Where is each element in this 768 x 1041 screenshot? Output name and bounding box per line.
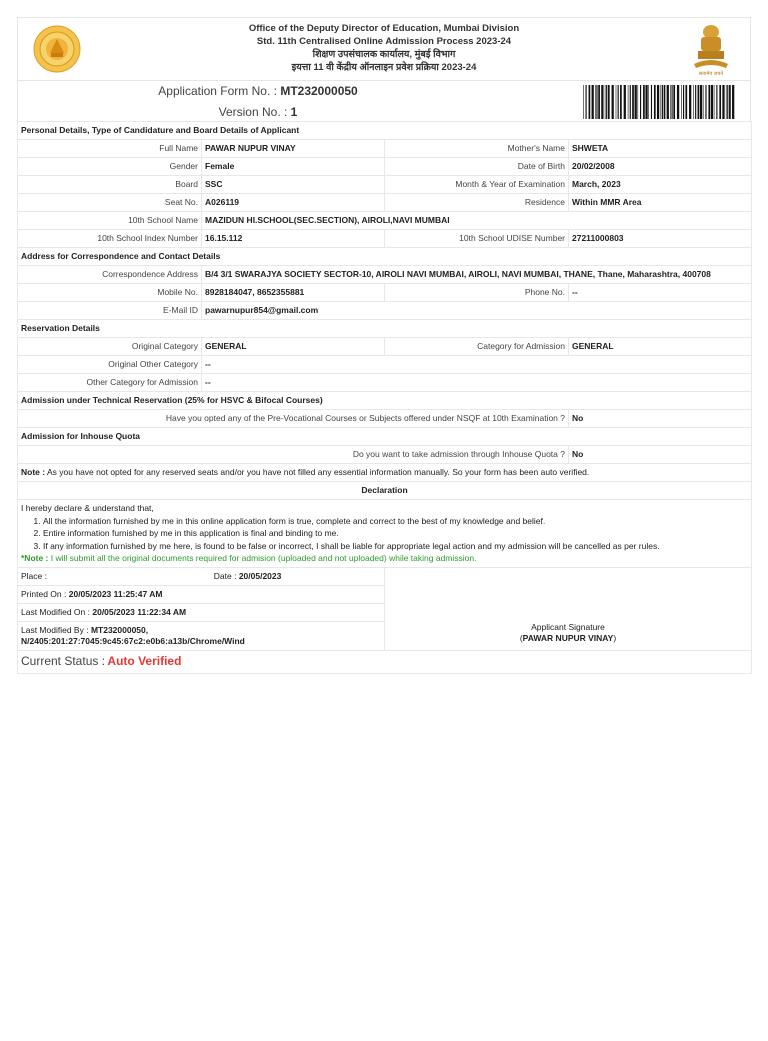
- barcode-bar: [672, 85, 673, 119]
- mother-name-label: Mother's Name: [385, 140, 569, 158]
- last-modified-value: 20/05/2023 11:22:34 AM: [92, 606, 187, 617]
- barcode-bar: [601, 85, 603, 119]
- printed-on-value: 20/05/2023 11:25:47 AM: [68, 588, 163, 599]
- header-line-4: इयत्ता 11 वी केंद्रीय ऑनलाइन प्रवेश प्रक्रिया 2023-24: [291, 62, 477, 73]
- barcode-bar: [664, 85, 666, 119]
- header-line-3: शिक्षण उपसंचालक कार्यालय, मुंबई विभाग: [312, 49, 456, 60]
- seat-label: Seat No.: [18, 194, 202, 212]
- barcode-bar: [726, 85, 727, 119]
- last-modified-by-value: MT232000050,: [90, 624, 149, 635]
- note-text: As you have not opted for any reserved seats and/or you have not filled any essential information manually. So your form has been auto verified.: [47, 467, 590, 477]
- inhouse-section-title: Admission for Inhouse Quota: [18, 428, 752, 446]
- form-header: [17, 17, 751, 80]
- auto-verify-note: [18, 464, 752, 482]
- barcode-bar: [670, 85, 671, 119]
- barcode-bar: [700, 85, 702, 119]
- signature-name-line: [388, 633, 748, 644]
- other-admission-category-value: --: [202, 374, 752, 392]
- barcode-bar: [711, 85, 713, 119]
- barcode-bar: [596, 85, 597, 119]
- last-modified-by-cell: [18, 621, 385, 650]
- declaration-item: 1. All the information furnished by me in this online application form is true, complete and correct to the best of my knowledge and belief.: [43, 515, 748, 528]
- barcode-bar: [608, 85, 610, 119]
- barcode-bar: [598, 85, 600, 119]
- form-number-line: [18, 84, 498, 98]
- signature-cell: [385, 567, 752, 650]
- barcode-bar: [632, 85, 634, 119]
- last-modified-by-detail: N/2405:201:27:7045:9c45:67c2:e0b6:a13b/Chrome/Wind: [21, 635, 245, 646]
- school-udise-label: 10th School UDISE Number: [385, 230, 569, 248]
- barcode-bar: [683, 85, 684, 119]
- place-label: Place :: [21, 570, 47, 581]
- barcode-bar: [648, 85, 649, 119]
- declaration-note-text: I will submit all the original documents required for admision (uploaded and not uploaded) while taking admission.: [50, 553, 477, 563]
- last-modified-cell: [18, 603, 385, 621]
- exam-value: March, 2023: [569, 176, 752, 194]
- current-status-value: Auto Verified: [107, 653, 182, 668]
- seat-value: A026119: [202, 194, 385, 212]
- version-label: Version No. :: [218, 105, 288, 119]
- other-admission-category-label: Other Category for Admission: [18, 374, 202, 392]
- barcode-icon: [582, 85, 736, 119]
- barcode-bar: [612, 85, 614, 119]
- barcode-bar: [685, 85, 687, 119]
- signature-label: Applicant Signature: [531, 621, 605, 632]
- reservation-section-title: Reservation Details: [18, 320, 752, 338]
- admission-category-label: Category for Admission: [385, 338, 569, 356]
- barcode-bar: [620, 85, 622, 119]
- barcode-bar: [677, 85, 679, 119]
- barcode-bar: [693, 85, 694, 119]
- barcode-bar: [689, 85, 691, 119]
- board-label: Board: [18, 176, 202, 194]
- declaration-note: [21, 552, 748, 565]
- barcode-bar: [640, 85, 641, 119]
- declaration-item: 2. Entire information furnished by me in this application is final and binding to me.: [43, 527, 748, 540]
- board-value: SSC: [202, 176, 385, 194]
- barcode-bar: [661, 85, 662, 119]
- barcode-bar: [651, 85, 652, 119]
- barcode-bar: [638, 85, 639, 119]
- mother-name-value: SHWETA: [569, 140, 752, 158]
- original-category-value: GENERAL: [202, 338, 385, 356]
- dob-value: 20/02/2008: [569, 158, 752, 176]
- barcode-bar: [727, 85, 728, 119]
- barcode-bar: [635, 85, 637, 119]
- signature-name: PAWAR NUPUR VINAY: [522, 632, 614, 643]
- signature-open-paren: (: [519, 632, 523, 643]
- current-status-label: Current Status :: [21, 653, 106, 668]
- school-udise-value: 27211000803: [569, 230, 752, 248]
- place-date-cell: [18, 567, 385, 585]
- barcode-bar: [729, 85, 731, 119]
- date-label: Date :: [213, 570, 237, 581]
- full-name-value: PAWAR NUPUR VINAY: [202, 140, 385, 158]
- original-category-label: Original Category: [18, 338, 202, 356]
- residence-label: Residence: [385, 194, 569, 212]
- barcode-bar: [583, 85, 584, 119]
- barcode-bar: [719, 85, 721, 119]
- barcode-bar: [589, 85, 591, 119]
- header-line-2: Std. 11th Centralised Online Admission Process 2023-24: [256, 36, 512, 47]
- email-label: E-Mail ID: [18, 302, 202, 320]
- technical-answer: No: [569, 410, 752, 428]
- application-form-page: [17, 17, 751, 674]
- barcode-bar: [662, 85, 663, 119]
- mobile-label: Mobile No.: [18, 284, 202, 302]
- declaration-list: [21, 515, 748, 553]
- last-modified-label: Last Modified On :: [21, 606, 90, 617]
- barcode-bar: [714, 85, 715, 119]
- barcode-bar: [628, 85, 629, 119]
- barcode-bar: [616, 85, 617, 119]
- version-line: [18, 105, 498, 119]
- barcode-bar: [681, 85, 682, 119]
- emblem-caption: सत्यमेव जयते: [698, 71, 724, 77]
- barcode-bar: [643, 85, 645, 119]
- gender-label: Gender: [18, 158, 202, 176]
- residence-value: Within MMR Area: [569, 194, 752, 212]
- barcode-bar: [657, 85, 659, 119]
- printed-on-cell: [18, 585, 385, 603]
- inhouse-answer: No: [569, 446, 752, 464]
- version-value: 1: [290, 105, 298, 119]
- note-label: Note :: [21, 467, 46, 477]
- phone-label: Phone No.: [385, 284, 569, 302]
- phone-value: --: [569, 284, 752, 302]
- declaration-body: [18, 500, 752, 568]
- current-status-row: [18, 650, 752, 673]
- inhouse-question: Do you want to take admission through Inhouse Quota ?: [18, 446, 569, 464]
- dob-label: Date of Birth: [385, 158, 569, 176]
- barcode-bar: [716, 85, 717, 119]
- barcode-bar: [605, 85, 606, 119]
- barcode-bar: [630, 85, 631, 119]
- barcode-bar: [654, 85, 656, 119]
- barcode-bar: [606, 85, 607, 119]
- barcode-bar: [595, 85, 596, 119]
- barcode-bar: [703, 85, 704, 119]
- form-number-block: [17, 80, 751, 121]
- national-emblem-icon: [686, 22, 736, 78]
- school-index-value: 16.15.112: [202, 230, 385, 248]
- declaration-item: 3. If any information furnished by me here, is found to be false or incorrect, I shall be liable for appropriate legal action and my admission will be cancelled as per rules.: [43, 540, 748, 553]
- declaration-note-label: *Note :: [21, 553, 49, 563]
- declaration-title: Declaration: [18, 482, 752, 500]
- address-value: B/4 3/1 SWARAJYA SOCIETY SECTOR-10, AIROLI NAVI MUMBAI, AIROLI, NAVI MUMBAI, THANE, Thane, Maharashtra, 400708: [202, 266, 752, 284]
- form-number-label: Application Form No. :: [158, 84, 277, 98]
- exam-label: Month & Year of Examination: [385, 176, 569, 194]
- barcode-bar: [705, 85, 706, 119]
- barcode-bar: [698, 85, 700, 119]
- barcode-bar: [673, 85, 675, 119]
- gender-value: Female: [202, 158, 385, 176]
- header-title: [108, 22, 660, 74]
- barcode-bar: [624, 85, 626, 119]
- details-table: [17, 121, 752, 674]
- admission-category-value: GENERAL: [569, 338, 752, 356]
- printed-on-label: Printed On :: [21, 588, 67, 599]
- barcode-bar: [732, 85, 734, 119]
- technical-question: Have you opted any of the Pre-Vocational Courses or Subjects offered under NSQF at 10th Examination ?: [18, 410, 569, 428]
- barcode-bar: [586, 85, 587, 119]
- original-other-category-label: Original Other Category: [18, 356, 202, 374]
- contact-section-title: Address for Correspondence and Contact Details: [18, 248, 752, 266]
- email-value: pawarnupur854@gmail.com: [202, 302, 752, 320]
- personal-section-title: Personal Details, Type of Candidature and Board Details of Applicant: [18, 122, 752, 140]
- address-label: Correspondence Address: [18, 266, 202, 284]
- barcode-bar: [592, 85, 594, 119]
- full-name-label: Full Name: [18, 140, 202, 158]
- declaration-intro: I hereby declare & understand that,: [21, 503, 154, 513]
- maharashtra-seal-icon: [32, 25, 82, 73]
- technical-section-title: Admission under Technical Reservation (25% for HSVC & Bifocal Courses): [18, 392, 752, 410]
- barcode-bar: [722, 85, 724, 119]
- barcode-bar: [618, 85, 619, 119]
- header-line-1: Office of the Deputy Director of Education, Mumbai Division: [248, 23, 520, 34]
- date-value: 20/05/2023: [238, 570, 282, 581]
- barcode-bar: [667, 85, 669, 119]
- mobile-value: 8928184047, 8652355881: [202, 284, 385, 302]
- form-number-value: MT232000050: [280, 84, 358, 98]
- school-index-label: 10th School Index Number: [18, 230, 202, 248]
- barcode-bar: [708, 85, 710, 119]
- barcode-bar: [695, 85, 696, 119]
- original-other-category-value: --: [202, 356, 752, 374]
- school-name-value: MAZIDUN HI.SCHOOL(SEC.SECTION), AIROLI,NAVI MUMBAI: [202, 212, 752, 230]
- last-modified-by-label: Last Modified By :: [21, 624, 89, 635]
- school-name-label: 10th School Name: [18, 212, 202, 230]
- barcode-bar: [645, 85, 647, 119]
- signature-close-paren: ): [613, 632, 617, 643]
